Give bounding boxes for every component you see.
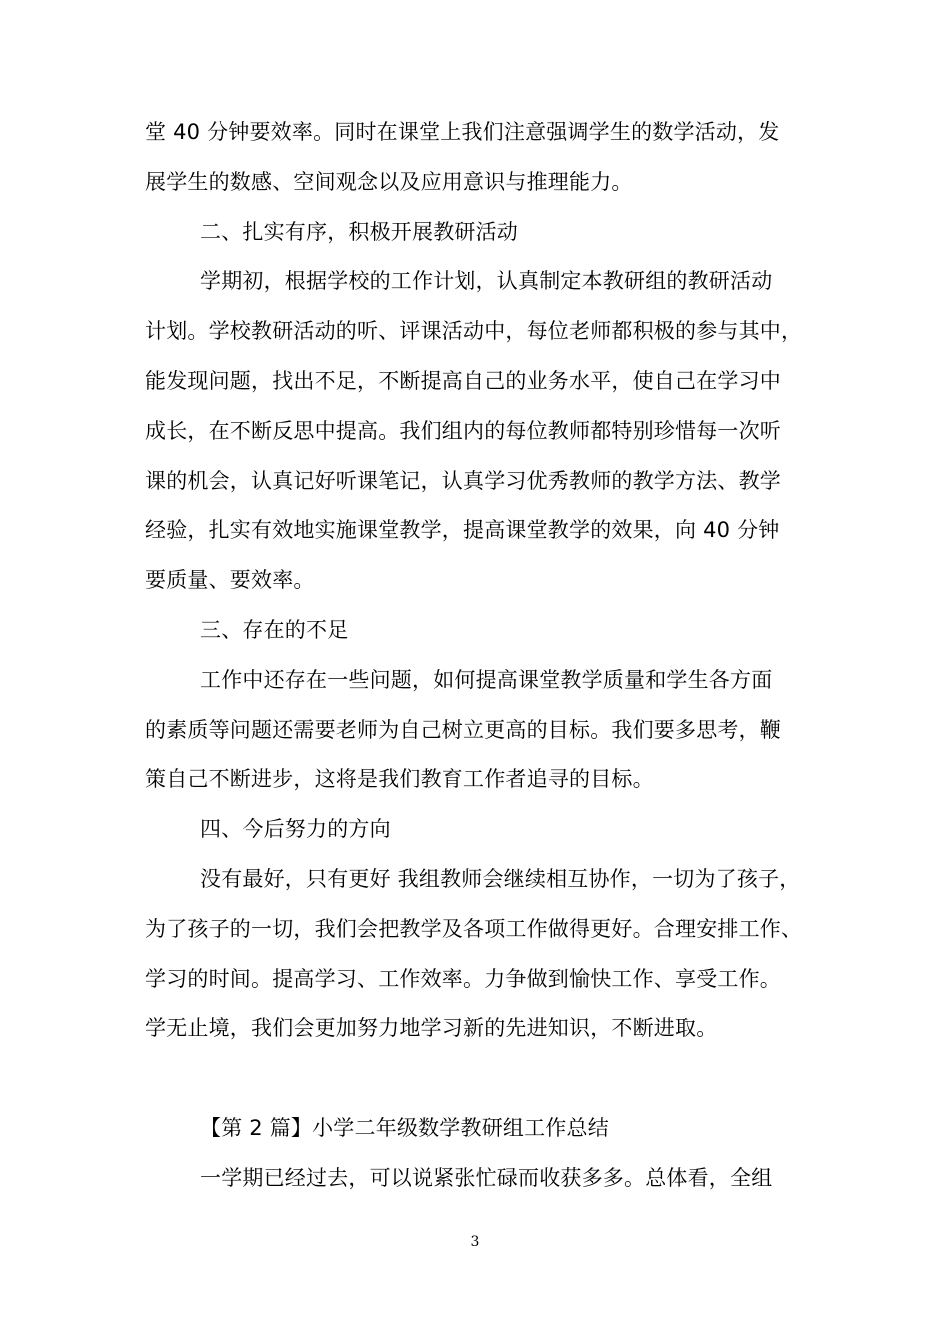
text-line: 的素质等问题还需要老师为自己树立更高的目标。我们要多思考，鞭 [145,717,781,742]
text-line: 堂 40 分钟要效率。同时在课堂上我们注意强调学生的数学活动，发 [145,120,780,144]
text-line: 为了孩子的一切，我们会把教学及各项工作做得更好。合理安排工作、 [145,916,803,941]
text-line: 没有最好，只有更好 我组教师会继续相互协作，一切为了孩子， [200,866,801,891]
text-line: 课的机会，认真记好听课笔记，认真学习优秀教师的教学方法、教学 [145,468,781,493]
text-line: 四、今后努力的方向 [200,817,391,842]
text-line: 经验，扎实有效地实施课堂教学，提高课堂教学的效果，向 40 分钟 [145,518,780,543]
text-line: 二、扎实有序，积极开展教研活动 [200,219,518,244]
text-line: 能发现问题，找出不足，不断提高自己的业务水平，使自己在学习中 [145,368,781,393]
text-line: 学无止境，我们会更加努力地学习新的先进知识，不断进取。 [145,1016,718,1041]
text-line: 要质量、要效率。 [145,568,315,593]
text-line: 一学期已经过去，可以说紧张忙碌而收获多多。总体看，全组 [200,1165,773,1190]
text-line: 成长，在不断反思中提高。我们组内的每位教师都特别珍惜每一次听 [145,418,781,443]
text-line: 展学生的数感、空间观念以及应用意识与推理能力。 [145,169,633,194]
text-line: 计划。学校教研活动的听、评课活动中，每位老师都积极的参与其中， [145,319,803,344]
paragraph-gap [145,1054,825,1104]
text-line: 学习的时间。提高学习、工作效率。力争做到愉快工作、享受工作。 [145,966,781,991]
text-line: 策自己不断进步，这将是我们教育工作者追寻的目标。 [145,767,654,792]
text-line: 学期初，根据学校的工作计划，认真制定本教研组的教研活动 [200,269,773,294]
body-text [145,108,825,1204]
text-line: 三、存在的不足 [200,617,349,642]
page-number: 3 [470,1234,480,1250]
text-line: 【第 2 篇】小学二年级数学教研组工作总结 [200,1115,609,1140]
text-line: 工作中还存在一些问题，如何提高课堂教学质量和学生各方面 [200,667,773,692]
